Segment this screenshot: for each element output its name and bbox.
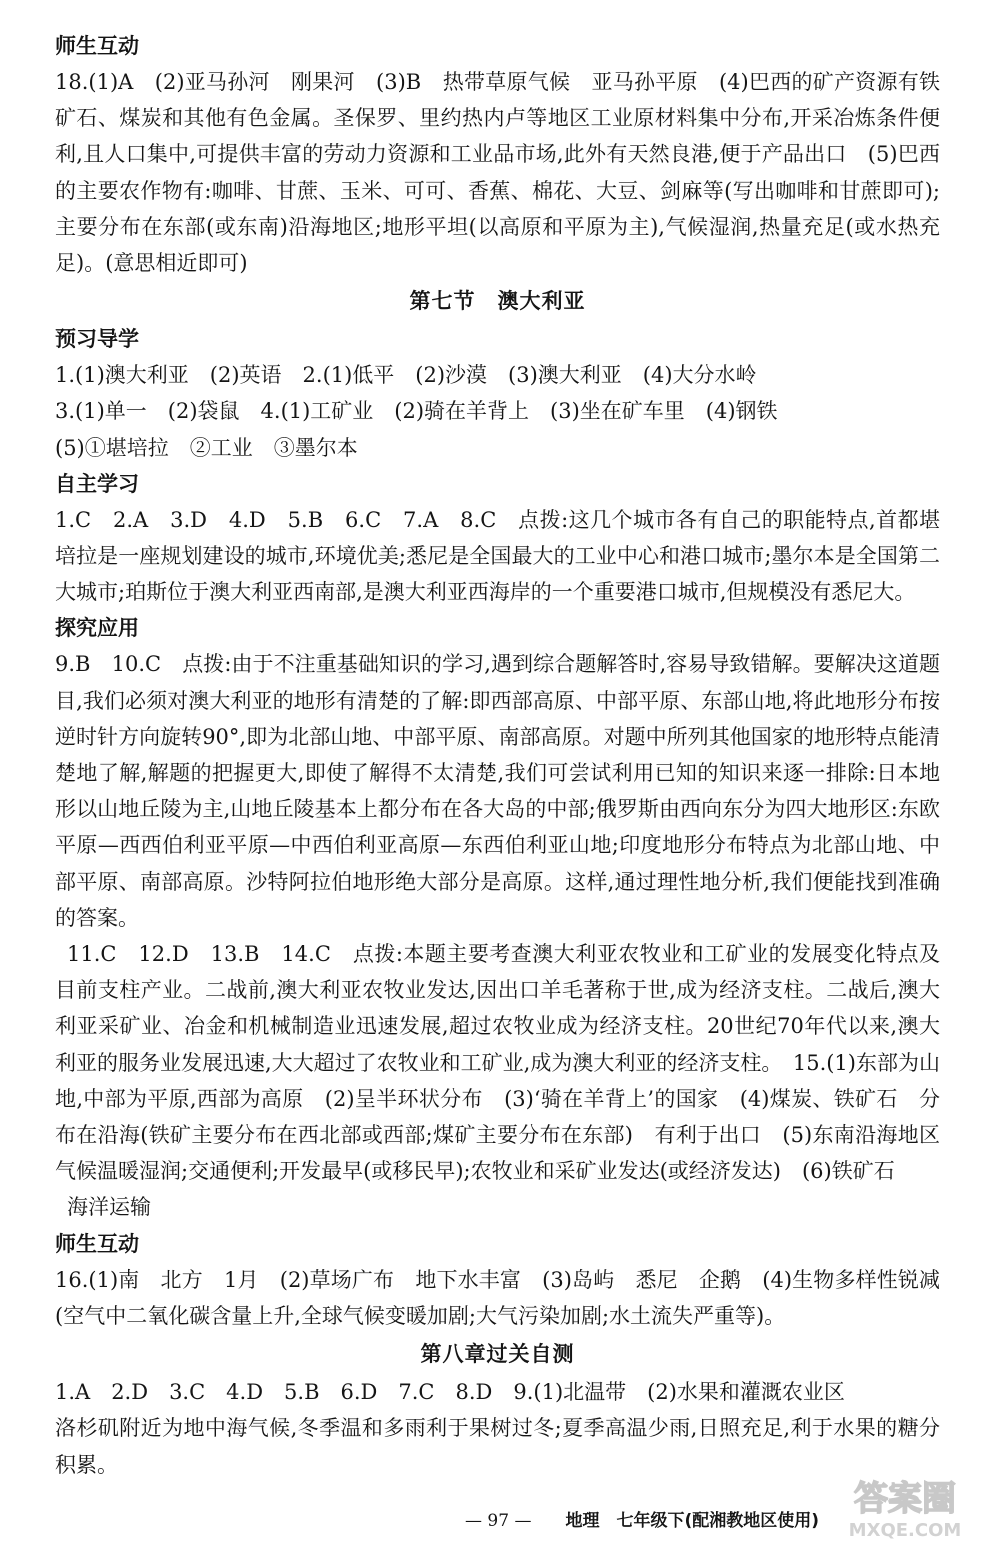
answer-paragraph: 9.B 10.C 点拨:由于不注重基础知识的学习,遇到综合题解答时,容易导致错解。要解决这道题目,我们必须对澳大利亚的地形有清楚的了解:即西部高原、中部平原、东部山地,将此地形分布按逆时针方向旋转90°,即为北部山地、中部平原、南部高原。对题中所列其他国家的地形特点能清楚地了解,解题的把握更大,即使了解得不太清楚,我们可尝试利用已知的知识来逐一排除:日本地形以山地丘陵为主,山地丘陵基本上都分布在各大岛的中部;俄罗斯由西向东分为四大地形区:东欧平原—西西伯利亚平原—中西伯利亚高原—东西伯利亚山地;印度地形分布特点为北部山地、中部平原、南部高原。沙特阿拉伯地形绝大部分是高原。这样,通过理性地分析,我们便能找到准确的答案。 bbox=[55, 652, 940, 930]
section-heading: 师生互动 bbox=[55, 34, 139, 58]
answer-paragraph: 3.(1)单一 (2)袋鼠 4.(1)工矿业 (2)骑在羊背上 (3)坐在矿车里 (4)钢铁 bbox=[55, 399, 778, 424]
chapter-title: 第八章过关自测 bbox=[420, 1342, 575, 1367]
section-heading: 探究应用 bbox=[55, 616, 139, 641]
svg-text:MXQE.COM: MXQE.COM bbox=[848, 1520, 962, 1541]
answer-paragraph: 1.C 2.A 3.D 4.D 5.B 6.C 7.A 8.C 点拨:这几个城市各有自己的职能特点,首都堪培拉是一座规划建设的城市,环境优美;悉尼是全国最大的工业中心和港口城市;墨尔本是全国第二大城市;珀斯位于澳大利亚西南部,是澳大利亚西海岸的一个重要港口城市,但规模没有悉尼大。 bbox=[55, 507, 940, 605]
answer-paragraph: (5)①堪培拉 ②工业 ③墨尔本 bbox=[55, 435, 358, 460]
answer-paragraph: 1.(1)澳大利亚 (2)英语 2.(1)低平 (2)沙漠 (3)澳大利亚 (4)大分水岭 bbox=[55, 363, 757, 388]
answer-paragraph: 16.(1)南 北方 1月 (2)草场广布 地下水丰富 (3)岛屿 悉尼 企鹅 (4)生物多样性锐减(空气中二氧化碳含量上升,全球气候变暖加剧;大气污染加剧;水土流失严重等)。 bbox=[55, 1267, 940, 1328]
answer-page bbox=[55, 28, 961, 1483]
answer-paragraph: 1.A 2.D 3.C 4.D 5.B 6.D 7.C 8.D 9.(1)北温带 (2)水果和灌溉农业区 bbox=[55, 1380, 845, 1405]
answer-paragraph: 洛杉矶附近为地中海气候,冬季温和多雨利于果树过冬;夏季高温少雨,日照充足,利于水果的糖分积累。 bbox=[55, 1416, 940, 1477]
answer-paragraph: 18.(1)A (2)亚马孙河 刚果河 (3)B 热带草原气候 亚马孙平原 (4)巴西的矿产资源有铁矿石、煤炭和其他有色金属。圣保罗、里约热内卢等地区工业原材料集中分布,开采冶炼条件便利,且人口集中,可提供丰富的劳动力资源和工业品市场,此外有天然良港,便于产品出口 (5)巴西的主要农作物有:咖啡、甘蔗、玉米、可可、香蕉、棉花、大豆、剑麻等(写出咖啡和甘蔗即可);主要分布在东部(或东南)沿海地区;地形平坦(以高原和平原为主),气候湿润,热量充足(或水热充足)。(意思相近即可) bbox=[55, 70, 940, 276]
page-footer bbox=[465, 1506, 819, 1531]
section-heading: 预习导学 bbox=[55, 327, 139, 352]
section-heading: 师生互动 bbox=[55, 1231, 139, 1256]
answer-paragraph: 海洋运输 bbox=[67, 1195, 151, 1220]
page-number: — 97 — bbox=[465, 1511, 532, 1531]
watermark-logo bbox=[830, 1470, 980, 1542]
section-heading: 自主学习 bbox=[55, 471, 139, 496]
answer-paragraph: 11.C 12.D 13.B 14.C 点拨:本题主要考查澳大利亚农牧业和工矿业的发展变化特点及目前支柱产业。二战前,澳大利亚农牧业发达,因出口羊毛著称于世,成为经济支柱。二战后,澳大利亚采矿业、冶金和机械制造业迅速发展,超过农牧业成为经济支柱。20世纪70年代以来,澳大利亚的服务业发展迅速,大大超过了农牧业和工矿业,成为澳大利亚的经济支柱。 15.(1)东部为山地,中部为平原,西部为高原 (2)呈半环状分布 (3)‘骑在羊背上’的国家 (4)煤炭、铁矿石 分布在沿海(铁矿主要分布在西北部或西部;煤矿主要分布在东部) 有利于出口 (5)东南沿海地区 气候温暖湿润;交通便利;开发最早(或移民早);农牧业和采矿业发达(或经济发达) (6)铁矿石 bbox=[55, 942, 961, 1184]
chapter-title: 第七节 澳大利亚 bbox=[409, 289, 586, 314]
subject-label: 地理 七年级下(配湘教地区使用) bbox=[565, 1511, 819, 1531]
svg-text:答案圈: 答案圈 bbox=[854, 1479, 956, 1519]
